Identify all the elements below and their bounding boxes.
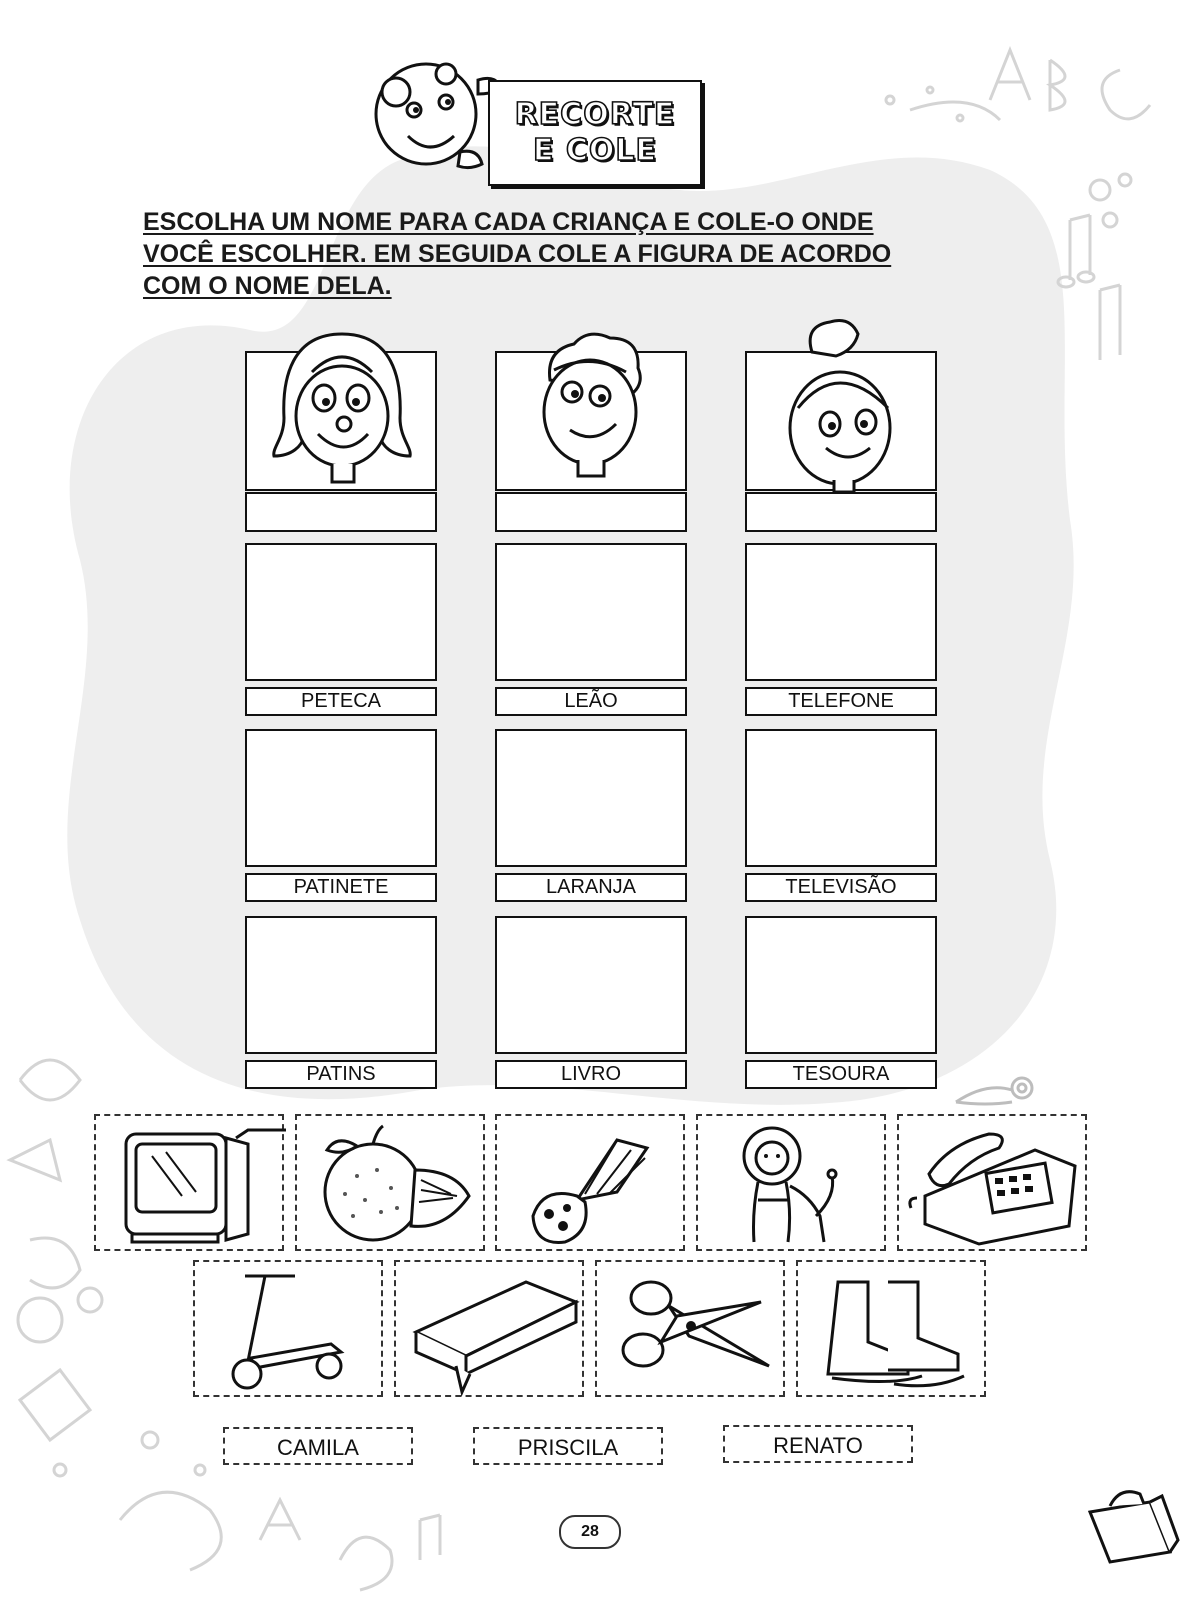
telephone-icon xyxy=(899,1116,1089,1253)
title-line-1: RECORTE xyxy=(514,97,676,132)
word-label-televisao: TELEVISÃO xyxy=(745,873,937,902)
picture-slot-patinete[interactable] xyxy=(245,729,437,867)
book-icon xyxy=(396,1262,586,1399)
lion-icon xyxy=(698,1116,888,1253)
picture-slot-patins[interactable] xyxy=(245,916,437,1054)
orange-icon xyxy=(297,1116,487,1253)
child-name-slot-2[interactable] xyxy=(495,492,687,532)
cutout-name-priscila[interactable]: PRISCILA xyxy=(473,1427,663,1465)
cutout-orange[interactable] xyxy=(295,1114,485,1251)
cutout-television[interactable] xyxy=(94,1114,284,1251)
cutout-scooter[interactable] xyxy=(193,1260,383,1397)
word-label-patinete: PATINETE xyxy=(245,873,437,902)
instructions-line-2: VOCÊ ESCOLHER. EM SEGUIDA COLE A FIGURA DE ACORDO xyxy=(143,240,892,268)
mascot-illustration xyxy=(368,52,508,182)
child-name-slot-3[interactable] xyxy=(745,492,937,532)
picture-slot-laranja[interactable] xyxy=(495,729,687,867)
girl-bob-face-icon xyxy=(262,328,422,490)
picture-slot-telefone[interactable] xyxy=(745,543,937,681)
word-label-laranja: LARANJA xyxy=(495,873,687,902)
word-label-leao: LEÃO xyxy=(495,687,687,716)
cutout-book[interactable] xyxy=(394,1260,584,1397)
shuttlecock-icon xyxy=(497,1116,687,1253)
word-label-telefone: TELEFONE xyxy=(745,687,937,716)
page-number: 28 xyxy=(559,1515,621,1549)
instructions-line-3: COM O NOME DELA. xyxy=(143,272,392,300)
word-label-peteca: PETECA xyxy=(245,687,437,716)
girl-ponytail-face-icon xyxy=(782,316,912,496)
word-label-livro: LIVRO xyxy=(495,1060,687,1089)
word-label-patins: PATINS xyxy=(245,1060,437,1089)
picture-slot-tesoura[interactable] xyxy=(745,916,937,1054)
cutout-lion[interactable] xyxy=(696,1114,886,1251)
cutout-scissors[interactable] xyxy=(595,1260,785,1397)
word-label-tesoura: TESOURA xyxy=(745,1060,937,1089)
picture-slot-televisao[interactable] xyxy=(745,729,937,867)
instructions-text xyxy=(143,206,1003,302)
cutout-ice-skates[interactable] xyxy=(796,1260,986,1397)
title-line-2: E COLE xyxy=(532,133,658,168)
scissors-icon xyxy=(597,1262,787,1399)
publisher-logo-icon xyxy=(1080,1478,1180,1566)
section-title-box xyxy=(488,80,702,186)
scooter-icon xyxy=(195,1262,385,1399)
cutout-name-renato[interactable]: RENATO xyxy=(723,1425,913,1463)
picture-slot-peteca[interactable] xyxy=(245,543,437,681)
cutout-name-camila[interactable]: CAMILA xyxy=(223,1427,413,1465)
picture-slot-livro[interactable] xyxy=(495,916,687,1054)
cutout-shuttlecock[interactable] xyxy=(495,1114,685,1251)
picture-slot-leao[interactable] xyxy=(495,543,687,681)
ice-skates-icon xyxy=(798,1262,988,1399)
instructions-line-1: ESCOLHA UM NOME PARA CADA CRIANÇA E COLE-O ONDE xyxy=(143,208,874,236)
scissors-decoration-icon xyxy=(952,1072,1042,1114)
television-icon xyxy=(96,1116,286,1253)
cutout-telephone[interactable] xyxy=(897,1114,1087,1251)
child-name-slot-1[interactable] xyxy=(245,492,437,532)
boy-face-icon xyxy=(520,330,660,482)
